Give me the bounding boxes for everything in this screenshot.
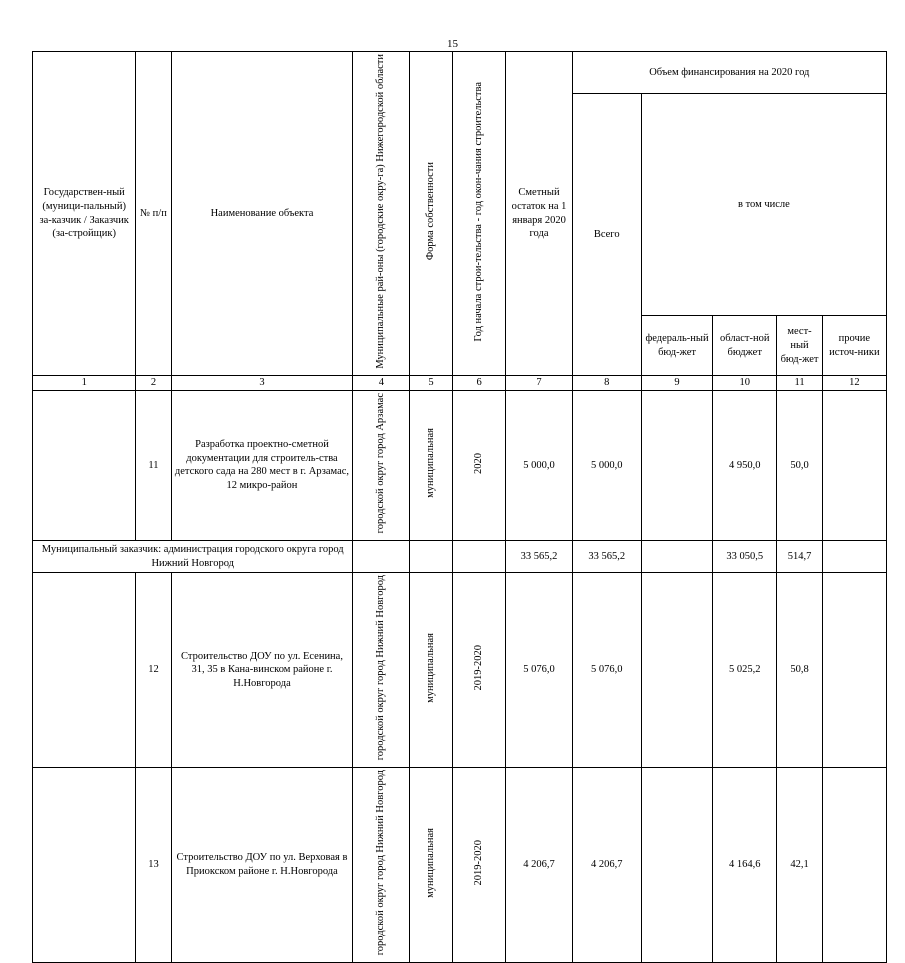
header-ownership: Форма собственности (410, 52, 452, 376)
row-estimate: 5 000,0 (506, 390, 572, 540)
column-number: 4 (353, 376, 410, 391)
row-total: 5 000,0 (572, 390, 641, 540)
row-other (822, 390, 886, 540)
row-customer (33, 390, 136, 540)
row-federal (641, 573, 712, 768)
header-federal: федераль-ный бюд-жет (641, 316, 712, 376)
empty-cell (452, 540, 506, 572)
row-ownership: муниципальная (410, 768, 452, 963)
row-other (822, 573, 886, 768)
header-funding: Объем финансирования на 2020 год (572, 52, 886, 94)
header-total: Всего (572, 94, 641, 376)
row-customer (33, 768, 136, 963)
column-number: 1 (33, 376, 136, 391)
row-ownership: муниципальная (410, 573, 452, 768)
column-number: 6 (452, 376, 506, 391)
summary-federal (641, 540, 712, 572)
row-years: 2020 (452, 390, 506, 540)
row-years: 2019-2020 (452, 573, 506, 768)
row-number: 11 (136, 390, 171, 540)
header-other: прочие источ-ники (822, 316, 886, 376)
header-customer: Государствен-ный (муници-пальный) за-казчик / Заказчик (за-стройщик) (33, 52, 136, 376)
column-number: 5 (410, 376, 452, 391)
column-number: 3 (171, 376, 353, 391)
row-regional: 5 025,2 (713, 573, 777, 768)
row-regional: 4 950,0 (713, 390, 777, 540)
column-number: 2 (136, 376, 171, 391)
summary-local: 514,7 (777, 540, 822, 572)
row-years: 2019-2020 (452, 768, 506, 963)
row-number: 12 (136, 573, 171, 768)
row-total: 5 076,0 (572, 573, 641, 768)
header-row-1 (33, 52, 887, 94)
row-local: 50,0 (777, 390, 822, 540)
row-object-name: Строительство ДОУ по ул. Верховая в Приокском районе г. Н.Новгорода (171, 768, 353, 963)
row-customer (33, 573, 136, 768)
column-number: 9 (641, 376, 712, 391)
column-number: 11 (777, 376, 822, 391)
header-years: Год начала строи-тельства - год окон-чания строительства (452, 52, 506, 376)
header-local: мест-ный бюд-жет (777, 316, 822, 376)
row-total: 4 206,7 (572, 768, 641, 963)
row-federal (641, 390, 712, 540)
header-number: № п/п (136, 52, 171, 376)
row-estimate: 4 206,7 (506, 768, 572, 963)
row-local: 50,8 (777, 573, 822, 768)
column-number: 12 (822, 376, 886, 391)
summary-estimate: 33 565,2 (506, 540, 572, 572)
row-regional: 4 164,6 (713, 768, 777, 963)
summary-total: 33 565,2 (572, 540, 641, 572)
header-object-name: Наименование объекта (171, 52, 353, 376)
summary-customer: Муниципальный заказчик: администрация городского округа город Нижний Новгород (33, 540, 353, 572)
header-regional: област-ной бюджет (713, 316, 777, 376)
funding-table (32, 51, 887, 963)
row-local: 42,1 (777, 768, 822, 963)
row-district: городской округ город Нижний Новгород (353, 768, 410, 963)
column-number: 10 (713, 376, 777, 391)
table-row (33, 390, 887, 540)
column-number: 8 (572, 376, 641, 391)
table-row (33, 768, 887, 963)
empty-cell (353, 540, 410, 572)
row-district: городской округ город Арзамас (353, 390, 410, 540)
row-federal (641, 768, 712, 963)
header-district: Муниципальные рай-оны (городские окру-га) Нижегородской области (353, 52, 410, 376)
empty-cell (410, 540, 452, 572)
row-object-name: Разработка проектно-сметной документации для строитель-ства детского сада на 280 мест в г. Арзамас, 12 микро-район (171, 390, 353, 540)
row-number: 13 (136, 768, 171, 963)
header-including: в том числе (641, 94, 886, 316)
row-other (822, 768, 886, 963)
summary-regional: 33 050,5 (713, 540, 777, 572)
column-number: 7 (506, 376, 572, 391)
column-numbers-row (33, 376, 887, 391)
row-object-name: Строительство ДОУ по ул. Есенина, 31, 35 в Кана-винском районе г. Н.Новгорода (171, 573, 353, 768)
row-estimate: 5 076,0 (506, 573, 572, 768)
page-number: 15 (447, 38, 458, 50)
header-estimate: Сметный остаток на 1 января 2020 года (506, 52, 572, 376)
summary-row (33, 540, 887, 572)
table-row (33, 573, 887, 768)
row-district: городской округ город Нижний Новгород (353, 573, 410, 768)
summary-other (822, 540, 886, 572)
row-ownership: муниципальная (410, 390, 452, 540)
